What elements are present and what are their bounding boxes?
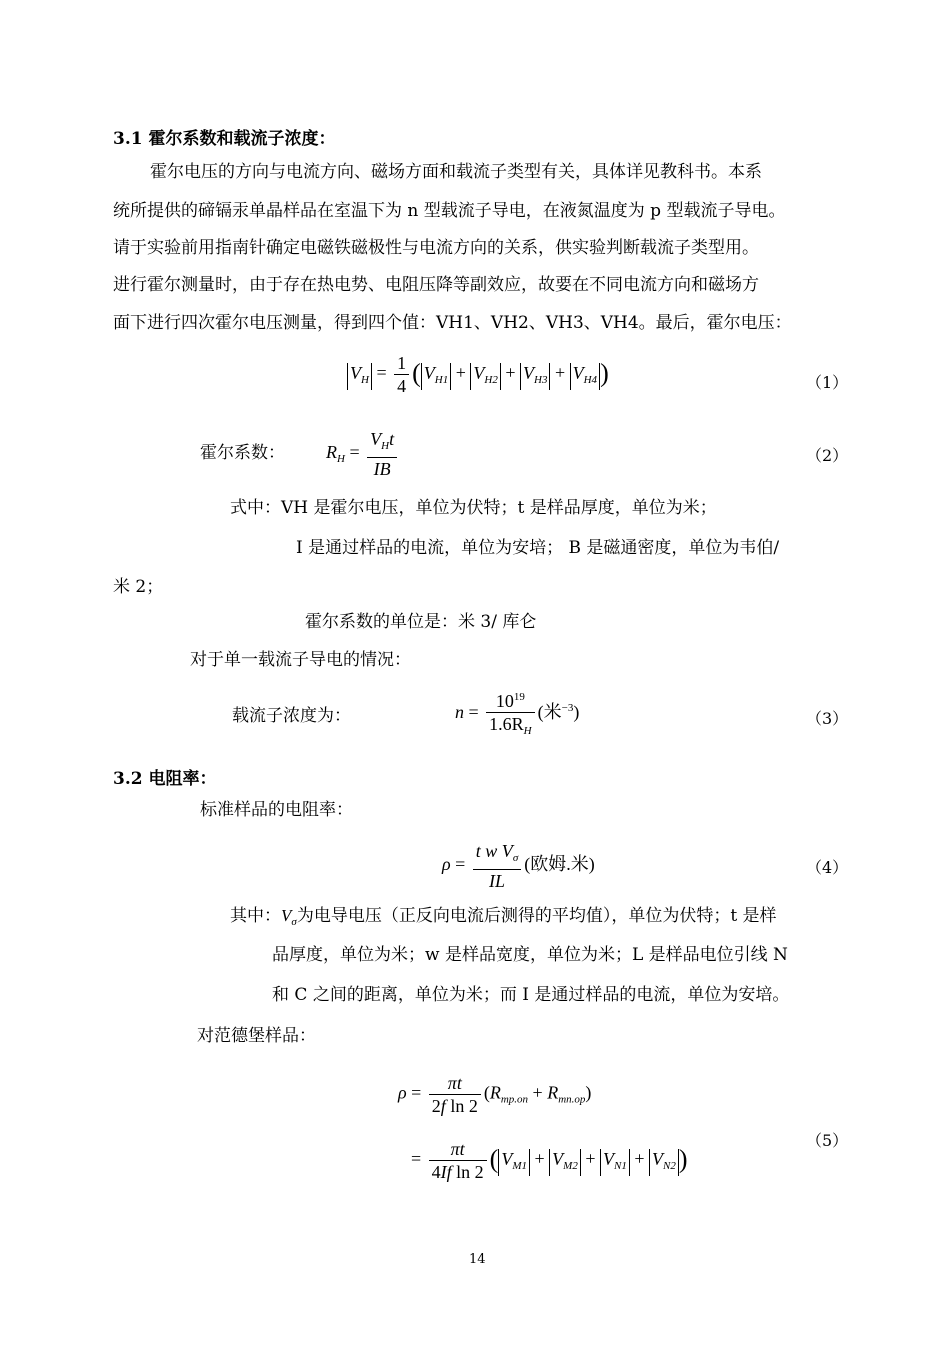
eq4-unit: (欧姆.米) <box>524 854 595 875</box>
where2-line-3: 和 C 之间的距离，单位为米；而 I 是通过样品的电流，单位为安培。 <box>272 985 790 1005</box>
eq5-two: 2 <box>431 1096 441 1116</box>
eq3-unit-exp: −3 <box>561 702 574 715</box>
equation-4: ρ = $\frac{t w V_\sigma}{IL}$ (欧姆.米) <box>442 841 595 891</box>
where2-line-1-rest: 为电导电压（正反向电流后测得的平均值），单位为伏特；t 是样 <box>296 906 777 926</box>
equation-4-number: （4） <box>806 858 849 877</box>
equation-2: $R_H$ = $\frac{V_Ht}{IB}$ <box>326 428 400 480</box>
equation-3: n = $\frac{10^{19}}{1.6R_H}$ (米$^{-3}$) <box>455 686 579 742</box>
paragraph-line-1: 霍尔电压的方向与电流方向、磁场方面和载流子类型有关，具体详见教科书。本系 <box>150 162 762 182</box>
eq5-ln2-b: ln 2 <box>456 1162 484 1182</box>
eq3-unit: (米 <box>537 702 562 723</box>
paragraph-line-5-tail: 。最后，霍尔电压： <box>638 313 792 333</box>
equation-1: $V_H$ = $\frac{1}{4}$ ( $V_{H1} + V_{H2} + V_{H3} + V_{H4}$ ) <box>347 352 609 397</box>
paragraph-line-5-text: 面下进行四次霍尔电压测量，得到四个值： <box>113 313 436 333</box>
equation-1-number: （1） <box>806 373 849 392</box>
where-line-1: 式中：VH 是霍尔电压，单位为伏特；t 是样品厚度，单位为米； <box>230 498 717 518</box>
single-carrier-line: 对于单一载流子导电的情况： <box>190 650 411 670</box>
page-number: 14 <box>469 1252 486 1267</box>
paragraph-line-3: 请于实验前用指南针确定电磁铁磁极性与电流方向的关系，供实验判断载流子类型用。 <box>113 238 759 258</box>
where2-prefix: 其中： <box>230 906 281 926</box>
hall-voltage-values: VH1、VH2、VH3、VH4 <box>436 313 639 333</box>
paragraph-line-4: 进行霍尔测量时，由于存在热电势、电阻压降等副效应，故要在不同电流方向和磁场方 <box>113 275 759 295</box>
paragraph-line-5 <box>113 313 792 333</box>
where2-line-2: 品厚度，单位为米；w 是样品宽度，单位为米；L 是样品电位引线 N <box>272 945 788 965</box>
where-line-2: I 是通过样品的电流，单位为安培； B 是磁通密度，单位为韦伯/ <box>296 538 780 558</box>
where2-line-1: 其中：$V_\sigma$为电导电压（正反向电流后测得的平均值），单位为伏特；t 是样 <box>230 906 777 928</box>
eq3-num-exp: 19 <box>513 691 525 703</box>
eq5-ln2-a: ln 2 <box>450 1096 478 1116</box>
eq3-label: 载流子浓度为： <box>232 706 351 726</box>
eq3-den: 1.6R <box>489 714 524 734</box>
section-heading-3-1: 3.1 霍尔系数和载流子浓度： <box>113 129 336 149</box>
eq1-coef-num: 1 <box>397 353 407 373</box>
where-line-3: 米 2； <box>113 577 164 597</box>
eq3-unit-close: ) <box>573 702 580 723</box>
equation-5-line-1: ρ = $\frac{\pi t}{\text{2f ln 2}}$ $(R_{mp.on} + R_{mn.op})$ <box>398 1073 592 1116</box>
eq3-num: 10 <box>495 691 514 711</box>
eq5-four: 4 <box>431 1162 441 1182</box>
eq2-label: 霍尔系数： <box>200 443 285 463</box>
resistivity-intro: 标准样品的电阻率： <box>200 800 353 820</box>
hall-coefficient-unit: 霍尔系数的单位是：米 3/ 库仑 <box>305 612 537 632</box>
paragraph-line-2: 统所提供的碲镉汞单晶样品在室温下为 n 型载流子导电，在液氮温度为 p 型载流子导电。 <box>113 201 786 221</box>
equation-5-number: （5） <box>806 1131 849 1150</box>
section-heading-3-2: 3.2 电阻率： <box>113 769 217 789</box>
equation-3-number: （3） <box>806 709 849 728</box>
equation-2-number: （2） <box>806 446 849 465</box>
eq1-coef-den: 4 <box>394 374 409 397</box>
van-der-pauw-intro: 对范德堡样品： <box>197 1026 316 1046</box>
equation-5-line-2: = $\frac{\pi t}{\text{4If ln 2}}$ ( $V_{M1} + V_{M2} + V_{N1} + V_{N2}$ ) <box>411 1139 688 1182</box>
